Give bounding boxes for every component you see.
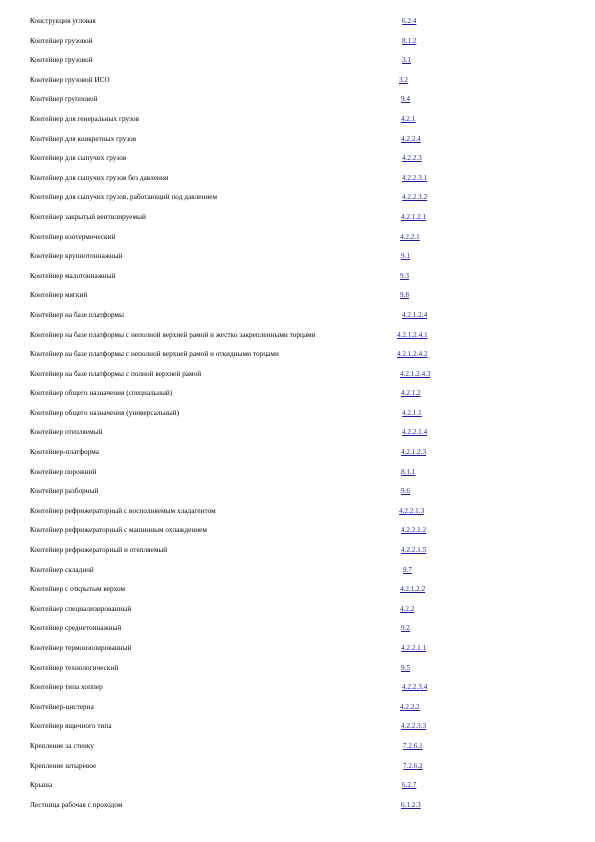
index-term: Контейнер рефрижераторный и отепляемый	[30, 546, 168, 555]
index-term: Лестница рабочая с проходом	[30, 800, 123, 809]
section-reference-link[interactable]: 6.2.7	[402, 781, 417, 790]
index-entry	[0, 545, 595, 565]
index-term: Контейнер для генеральных грузов	[30, 114, 140, 123]
index-entry	[0, 271, 595, 291]
index-entry	[0, 94, 595, 114]
section-reference-link[interactable]: 6.2.4	[402, 17, 417, 25]
index-term: Контейнер складной	[30, 565, 94, 574]
index-entry	[0, 369, 595, 389]
section-reference-link[interactable]: 4.2.1.2.2	[400, 585, 426, 594]
index-entry	[0, 290, 595, 310]
index-term: Контейнер для конкретных грузов	[30, 134, 137, 143]
index-entry	[0, 408, 595, 428]
section-reference-link[interactable]: 9.1	[401, 252, 410, 261]
index-term: Контейнер типа хоппер	[30, 683, 103, 692]
index-entry	[0, 251, 595, 271]
index-term: Контейнер рефрижераторный с восполняемым хладагентом	[30, 506, 216, 515]
index-entry	[0, 467, 595, 487]
section-reference-link[interactable]: 4.2.1.2	[401, 389, 421, 398]
section-reference-link[interactable]: 9.6	[401, 487, 410, 496]
index-term: Контейнер разборный	[30, 487, 99, 496]
section-reference-link[interactable]: 4.2.2.1.3	[399, 506, 425, 515]
section-reference-link[interactable]: 4.2.1.2.4.1	[397, 330, 428, 339]
index-term: Контейнер грузовой	[30, 36, 93, 45]
index-entry	[0, 75, 595, 95]
section-reference-link[interactable]: 4.2.1	[401, 114, 416, 123]
index-term: Контейнер групповой	[30, 95, 98, 104]
index-entry	[0, 310, 595, 330]
section-reference-link[interactable]: 9.5	[401, 663, 410, 672]
index-entry	[0, 232, 595, 252]
index-term: Контейнер с открытым верхом	[30, 585, 126, 594]
index-entry	[0, 506, 595, 526]
index-entry	[0, 173, 595, 193]
index-term: Контейнер для сыпучих грузов, работающий под давлением	[30, 193, 218, 202]
index-entry	[0, 486, 595, 506]
index-entry	[0, 349, 595, 369]
section-reference-link[interactable]: 9.4	[401, 95, 410, 104]
index-term: Контейнер порожний	[30, 467, 97, 476]
section-reference-link[interactable]: 4.2.2.3.4	[402, 683, 428, 692]
index-entry	[0, 721, 595, 741]
section-reference-link[interactable]: 9.8	[400, 291, 409, 300]
section-reference-link[interactable]: 4.2.1.2.4.3	[400, 369, 431, 378]
section-reference-link[interactable]: 9.7	[403, 565, 412, 574]
index-term: Контейнер для сыпучих грузов без давления	[30, 173, 169, 182]
section-reference-link[interactable]: 4.2.2.2	[400, 702, 420, 711]
index-entry	[0, 584, 595, 604]
index-term: Контейнер термоизолированный	[30, 644, 132, 652]
index-term: Контейнер грузовой ИСО	[30, 75, 110, 84]
index-entry	[0, 565, 595, 585]
index-term: Контейнер среднетоннажный	[30, 624, 122, 633]
index-entry	[0, 212, 595, 232]
index-entry	[0, 525, 595, 545]
section-reference-link[interactable]: 4.2.2.4	[401, 134, 421, 143]
index-entry	[0, 55, 595, 75]
index-term: Контейнер для сыпучих грузов	[30, 154, 127, 163]
index-entry	[0, 134, 595, 154]
index-term: Контейнер на базе платформы с неполной верхней рамой и откидными торцами	[30, 350, 279, 359]
index-entry	[0, 663, 595, 683]
index-term: Контейнер на базе платформы	[30, 310, 125, 319]
section-reference-link[interactable]: 4.2.2.1.4	[402, 428, 428, 437]
section-reference-link[interactable]: 8.1.1	[401, 467, 416, 476]
index-entry	[0, 800, 595, 820]
index-entry	[0, 36, 595, 56]
index-term: Крыша	[30, 781, 53, 790]
section-reference-link[interactable]: 4.2.1.1	[402, 408, 422, 417]
index-entry	[0, 682, 595, 702]
section-reference-link[interactable]: 8.1.2	[402, 36, 417, 45]
index-term: Контейнер крупнотоннажный	[30, 252, 123, 261]
index-term: Контейнер специализированный	[30, 604, 132, 613]
index-entry	[0, 153, 595, 173]
index-entry	[0, 604, 595, 624]
index-term: Контейнер общего назначения (универсальный)	[30, 408, 180, 417]
index-term: Контейнер малотоннажный	[30, 271, 116, 280]
section-reference-link[interactable]: 4.2.1.2.1	[401, 212, 427, 221]
index-entry	[0, 16, 595, 36]
section-reference-link[interactable]: 4.2.1.2.4.2	[397, 350, 428, 359]
section-reference-link[interactable]: 4.2.2.1.1	[401, 644, 427, 652]
section-reference-link[interactable]: 6.1.2.3	[401, 800, 421, 809]
section-reference-link[interactable]: 4.2.2.3.2	[402, 193, 428, 202]
section-reference-link[interactable]: 4.2.2.1.2	[401, 526, 427, 535]
index-term: Контейнер ящичного типа	[30, 722, 112, 731]
section-reference-link[interactable]: 7.2.6.2	[403, 761, 423, 770]
index-entry	[0, 447, 595, 467]
index-list	[0, 16, 595, 819]
index-term: Конструкция угловая	[30, 17, 96, 25]
index-term: Контейнер-цистерна	[30, 702, 94, 711]
section-reference-link[interactable]: 3.1	[402, 56, 411, 65]
index-entry	[0, 330, 595, 350]
section-reference-link[interactable]: 9.2	[401, 624, 410, 633]
index-entry	[0, 192, 595, 212]
index-entry	[0, 761, 595, 781]
section-reference-link[interactable]: 3.2	[399, 75, 408, 84]
index-entry	[0, 780, 595, 800]
index-term: Контейнер грузовой	[30, 56, 93, 65]
index-term: Контейнер изотермический	[30, 232, 116, 241]
index-term: Контейнер отепляемый	[30, 428, 103, 437]
section-reference-link[interactable]: 4.2.2.3	[402, 154, 422, 163]
index-term: Контейнер на базе платформы с неполной верхней рамой и жестко закрепленными торцами	[30, 330, 316, 339]
index-entry	[0, 114, 595, 134]
index-entry	[0, 623, 595, 643]
index-term: Крепление за стенку	[30, 741, 95, 750]
index-entry	[0, 427, 595, 447]
section-reference-link[interactable]: 4.2.2.1	[400, 232, 420, 241]
index-term: Контейнер рефрижераторный с машинным охлаждением	[30, 526, 208, 535]
section-reference-link[interactable]: 4.2.2.1.5	[401, 546, 427, 555]
index-entry	[0, 643, 595, 663]
index-entry	[0, 741, 595, 761]
section-reference-link[interactable]: 9.3	[400, 271, 409, 280]
index-term: Контейнер технологический	[30, 663, 119, 672]
index-term: Контейнер на базе платформы с полной верхней рамой	[30, 369, 202, 378]
index-entry	[0, 388, 595, 408]
index-term: Крепление штыревое	[30, 761, 97, 770]
section-reference-link[interactable]: 4.2.2.3.3	[401, 722, 427, 731]
section-reference-link[interactable]: 4.2.2	[400, 604, 415, 613]
section-reference-link[interactable]: 4.2.1.2.4	[402, 310, 428, 319]
section-reference-link[interactable]: 4.2.2.3.1	[402, 173, 428, 182]
index-term: Контейнер общего назначения (специальный)	[30, 389, 173, 398]
index-term: Контейнер мягкий	[30, 291, 88, 300]
index-term: Контейнер-платформа	[30, 448, 100, 457]
index-entry	[0, 702, 595, 722]
section-reference-link[interactable]: 7.2.6.1	[403, 741, 423, 750]
index-term: Контейнер закрытый вентилируемый	[30, 212, 146, 221]
section-reference-link[interactable]: 4.2.1.2.3	[401, 448, 427, 457]
